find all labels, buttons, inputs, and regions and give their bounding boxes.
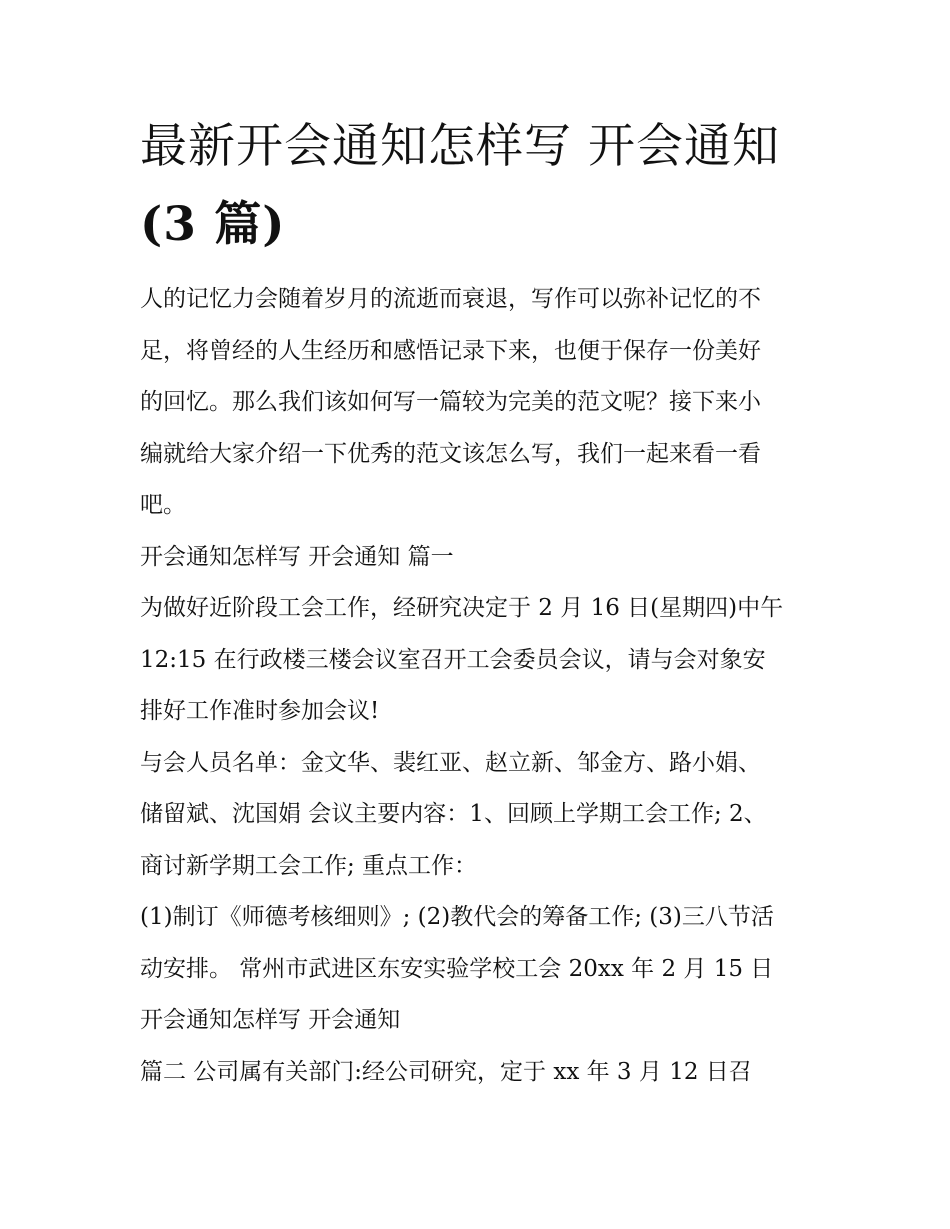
intro-line: 编就给大家介绍一下优秀的范文该怎么写，我们一起来看一看 <box>140 440 761 467</box>
intro-line: 足，将曾经的人生经历和感悟记录下来，也便于保存一份美好 <box>140 337 761 364</box>
section-1-heading <box>140 532 812 584</box>
tasks-line: (1)制订《师德考核细则》; (2)教代会的筹备工作; (3)三八节活 <box>140 904 774 930</box>
attendees-paragraph <box>140 738 812 893</box>
intro-line: 人的记忆力会随着岁月的流逝而衰退，写作可以弥补记忆的不 <box>140 286 761 312</box>
tasks-line: 动安排。 常州市武进区东安实验学校工会 20xx 年 2 月 15 日 <box>140 955 774 982</box>
intro-line: 吧。 <box>140 492 186 518</box>
section-2-heading <box>140 995 812 1047</box>
section-2-line: 篇二 公司属有关部门:经公司研究，定于 xx 年 3 月 12 日召 <box>140 1058 752 1085</box>
intro-paragraph <box>140 274 812 532</box>
attendees-line: 与会人员名单：金文华、裴红亚、赵立新、邹金方、路小娟、 <box>140 749 761 776</box>
section-1-paragraph <box>140 583 812 738</box>
title-line-1: 最新开会通知怎样写 开会通知 <box>140 119 780 174</box>
section-2-paragraph <box>140 1047 812 1099</box>
section-2-heading-text: 开会通知怎样写 开会通知 <box>140 1007 401 1033</box>
section-1-line: 为做好近阶段工会工作，经研究决定于 2 月 16 日(星期四)中午 <box>140 595 784 621</box>
section-1-line: 排好工作准时参加会议! <box>140 698 380 724</box>
attendees-line: 商讨新学期工会工作; 重点工作： <box>140 852 478 879</box>
attendees-line: 储留斌、沈国娟 会议主要内容：1、回顾上学期工会工作; 2、 <box>140 801 767 827</box>
document-page <box>140 108 812 1098</box>
tasks-paragraph <box>140 892 812 995</box>
section-1-heading-text: 开会通知怎样写 开会通知 篇一 <box>140 543 454 570</box>
section-1-line: 12:15 在行政楼三楼会议室召开工会委员会议，请与会对象安 <box>140 646 766 673</box>
intro-line: 的回忆。那么我们该如何写一篇较为完美的范文呢？接下来小 <box>140 389 761 415</box>
document-title <box>140 108 812 264</box>
title-line-2: (3 篇) <box>140 197 286 252</box>
